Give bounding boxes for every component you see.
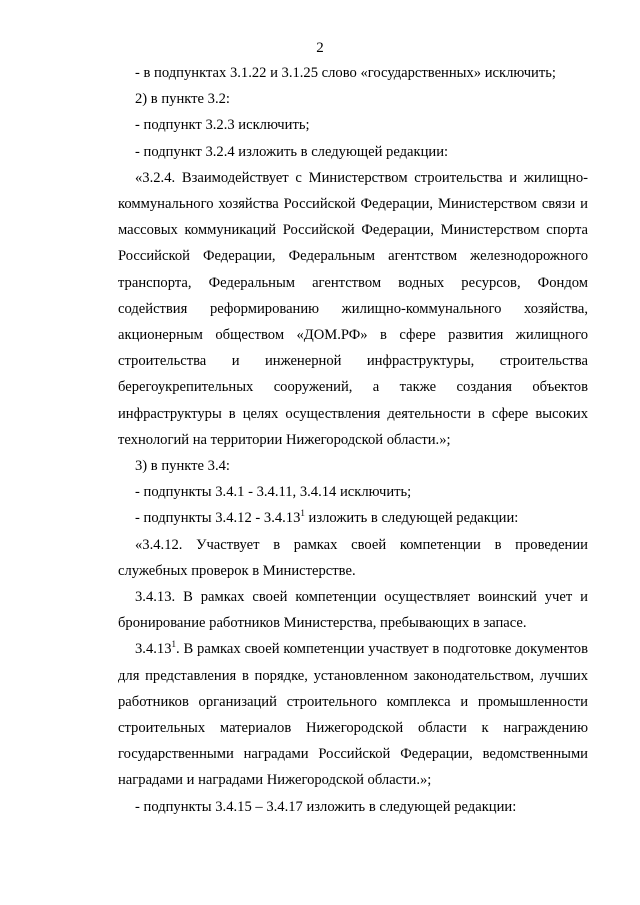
paragraph-subpoint-3-2-4-intro: - подпункт 3.2.4 изложить в следующей редакции: [135, 143, 449, 160]
paragraph-subpoint-3-4-12-text: «3.4.12. Участвует в рамках своей компетенции в проведении служебных проверок в Министерстве. [118, 536, 588, 579]
paragraph-point-3-2: 2) в пункте 3.2: [135, 91, 230, 108]
paragraph-text-end: изложить в следующей редакции: [304, 510, 519, 527]
superscript-index: 1 [171, 639, 176, 650]
paragraph-text-end: . В рамках своей компетенции участвует в подготовке документов для представления в порядке, установленном законодательством, лучших работников организаций строительного комплекса и промышленности строительных материалов Нижегородской области к награждению государственными наградами Российской Федерации, ведомственными наградами и наградами Нижегородской области.»; [118, 641, 588, 789]
paragraph-text-start: - подпункты 3.4.12 - 3.4.13 [135, 510, 301, 527]
document-body [118, 60, 588, 820]
paragraph-subpoints-3-4-12-3-4-13-1 [118, 505, 588, 531]
page-number: 2 [316, 40, 324, 56]
paragraph-subpoints-3-4-15-3-4-17: - подпункты 3.4.15 – 3.4.17 изложить в следующей редакции: [135, 798, 517, 815]
paragraph-subpoint-3-2-4-text: «3.2.4. Взаимодействует с Министерством строительства и жилищно-коммунального хозяйства Российской Федерации, Министерством связи и массовых коммуникаций Российской Федерации, Министерством спорта Российской Федерации, Федеральным агентством железнодорожного транспорта, Федеральным агентством водных ресурсов, Фондом содействия реформированию жилищно-коммунального хозяйства, акционерным обществом «ДОМ.РФ» в сфере развития жилищного строительства и инженерной инфраструктуры, строительства берегоукрепительных сооружений, а также создания объектов инфраструктуры в целях осуществления деятельности в сфере высоких технологий на территории Нижегородской области.»; [118, 169, 588, 448]
paragraph-subpoints-3-1-22-3-1-25: - в подпунктах 3.1.22 и 3.1.25 слово «государственных» исключить; [135, 65, 556, 81]
paragraph-subpoint-3-4-13-1-text [118, 636, 588, 793]
paragraph-subpoint-3-2-3: - подпункт 3.2.3 исключить; [135, 117, 310, 134]
superscript-index: 1 [300, 508, 305, 519]
paragraph-text-start: 3.4.13 [135, 641, 172, 658]
paragraph-point-3-4: 3) в пункте 3.4: [135, 458, 230, 475]
paragraph-subpoints-3-4-1-3-4-11: - подпункты 3.4.1 - 3.4.11, 3.4.14 исключить; [135, 484, 412, 501]
paragraph-subpoint-3-4-13-text: 3.4.13. В рамках своей компетенции осуществляет воинский учет и бронирование работников Министерства, пребывающих в запасе. [118, 589, 588, 632]
